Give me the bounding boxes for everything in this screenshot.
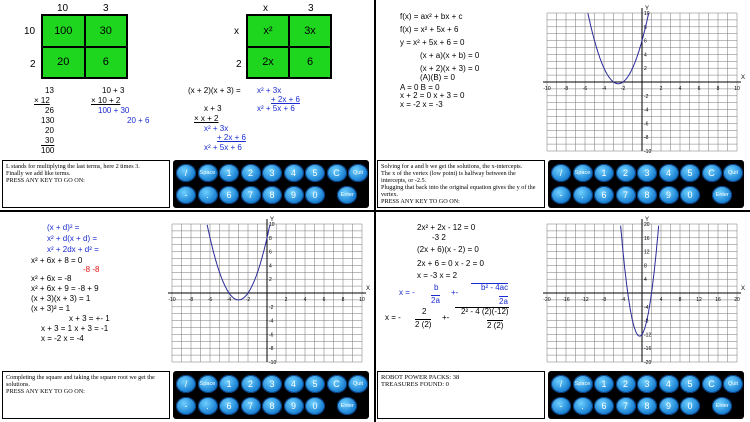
y-tick-label: 12 [644, 249, 650, 256]
y-tick-label: -20 [644, 360, 652, 366]
key-7[interactable]: 7 [616, 186, 636, 204]
equation-line: (A)(B) = 0 [420, 73, 455, 82]
key-quit[interactable]: Quit [723, 375, 743, 393]
grid-cell: x² [247, 15, 289, 47]
y-tick-label: 8 [644, 24, 647, 31]
mult-line: 20 [45, 126, 54, 135]
panel-multiplication [0, 0, 375, 211]
grid-side-label-2b: 2 [236, 59, 242, 70]
number-area-grid [41, 14, 128, 79]
applied-formula-den: 2 (2) [415, 320, 432, 329]
y-tick-label: -2 [644, 93, 649, 100]
applied-formula-b: 2 [422, 307, 427, 316]
x-tick-label: -10 [543, 86, 551, 92]
x-tick-label: -2 [620, 86, 626, 92]
keypad [548, 371, 744, 419]
applied-formula-root: 2² - 4 (2)(-12) [455, 307, 509, 316]
x-tick-label: -6 [207, 297, 213, 303]
applied-formula-den2: 2 (2) [487, 321, 504, 330]
x-axis-label: X [366, 286, 371, 292]
key-enter[interactable]: Enter [712, 397, 732, 415]
algebra-column-line: x² + 5x + 6 [204, 143, 242, 152]
y-tick-label: -6 [269, 332, 274, 339]
key-9[interactable]: 9 [284, 397, 304, 415]
equation-line: x² + 6x + 8 = 0 [31, 256, 83, 265]
y-tick-label: 20 [644, 222, 650, 228]
equation-line: (x + 3)(x + 3) = 1 [31, 294, 91, 303]
x-tick-label: 2 [659, 86, 663, 92]
key-9[interactable]: 9 [659, 397, 679, 415]
key-dot[interactable]: . [198, 397, 218, 415]
key-7[interactable]: 7 [616, 397, 636, 415]
key-8[interactable]: 8 [262, 186, 282, 204]
y-tick-label: 4 [644, 52, 647, 59]
x-tick-label: 20 [734, 297, 740, 303]
key-4[interactable]: 4 [284, 164, 304, 182]
algebra-result-line: + 2x + 6 [271, 95, 300, 104]
key-c[interactable]: C [327, 375, 347, 393]
y-tick-label: -16 [644, 346, 652, 353]
key-0[interactable]: 0 [305, 397, 325, 415]
y-tick-label: 4 [644, 277, 647, 284]
y-tick-label: 4 [269, 263, 272, 270]
y-tick-label: -8 [644, 318, 649, 325]
key-enter[interactable]: Enter [337, 397, 357, 415]
mult-line: 100 [41, 146, 55, 155]
key-quit[interactable]: Quit [348, 164, 368, 182]
x-tick-label: 4 [678, 86, 682, 92]
key-slash[interactable]: / [551, 164, 571, 182]
y-tick-label: -12 [644, 332, 652, 339]
parabola-graph [535, 214, 747, 366]
key-0[interactable]: 0 [680, 397, 700, 415]
key-space[interactable]: Space [198, 375, 218, 393]
grid-top-label-1: 10 [57, 3, 69, 14]
key-4[interactable]: 4 [659, 164, 679, 182]
algebra-area-grid [246, 14, 332, 79]
y-tick-label: 10 [644, 11, 650, 17]
x-tick-label: 4 [303, 297, 307, 303]
y-tick-label: -4 [269, 318, 274, 325]
key-quit[interactable]: Quit [348, 375, 368, 393]
grid-cell: 6 [289, 47, 331, 79]
y-tick-label: -10 [269, 360, 277, 366]
grid-cell: 30 [85, 15, 128, 47]
grid-side-label-2: 2 [30, 59, 36, 70]
applied-formula-pm: +- [442, 313, 450, 322]
x-tick-label: -8 [601, 297, 607, 303]
message-box: Solving for a and b we get the solutions, the x-intercepts. The x of the vertex (low point) is halfway between the intercepts, or -2.5. Plugging that back into the original equation gives the y of the vertex. PRESS ANY KEY TO GO ON: [377, 160, 545, 208]
quadratic-formula-den: 2a [499, 297, 508, 306]
grid-side-label-1: 10 [24, 26, 36, 37]
subtract-line: -8 -8 [83, 265, 100, 274]
equation-line: x = -2 x = -4 [41, 334, 84, 343]
x-tick-label: -6 [582, 86, 588, 92]
key-3[interactable]: 3 [262, 164, 282, 182]
identity-line: x² + 2dx + d² = [47, 245, 99, 254]
quadratic-formula-root: b² - 4ac [471, 283, 508, 292]
key-0[interactable]: 0 [680, 186, 700, 204]
mult-expanded-line: 20 + 6 [127, 116, 150, 125]
algebra-result-line: x² + 3x [257, 86, 282, 95]
key-7[interactable]: 7 [241, 186, 261, 204]
key-slash[interactable]: / [176, 164, 196, 182]
mult-line: × 12 [34, 96, 50, 105]
key-1[interactable]: 1 [219, 164, 239, 182]
algebra-heading: (x + 2)(x + 3) = [188, 86, 241, 95]
grid-cell: 3x [289, 15, 331, 47]
key-2[interactable]: 2 [241, 164, 261, 182]
mult-line: 30 [45, 136, 54, 145]
key-quit[interactable]: Quit [723, 164, 743, 182]
x-tick-label: -2 [245, 297, 251, 303]
algebra-column-line: x + 3 [204, 104, 222, 113]
equation-line: (x + 2)(x + 3) = 0 [420, 64, 480, 73]
x-tick-label: -12 [581, 297, 589, 303]
mult-line: 26 [45, 106, 54, 115]
y-tick-label: -10 [644, 149, 652, 155]
key-4[interactable]: 4 [659, 375, 679, 393]
applied-formula-lhs: x = - [385, 313, 401, 322]
key-minus[interactable]: - [176, 186, 196, 204]
grid-cell: 2x [247, 47, 289, 79]
key-7[interactable]: 7 [241, 397, 261, 415]
equation-line: 2x + 6 = 0 x - 2 = 0 [417, 259, 484, 268]
equation-line: f(x) = ax² + bx + c [400, 12, 463, 21]
x-tick-label: -8 [188, 297, 194, 303]
equation-line: A = 0 B = 0 [400, 83, 440, 92]
key-4[interactable]: 4 [284, 375, 304, 393]
key-8[interactable]: 8 [637, 186, 657, 204]
key-1[interactable]: 1 [594, 375, 614, 393]
status-box: ROBOT POWER PACKS: 38 TREASURES FOUND: 0 [377, 371, 545, 419]
x-axis-label: X [741, 75, 746, 81]
y-tick-label: -2 [269, 304, 274, 311]
key-c[interactable]: C [702, 375, 722, 393]
grid-top-label-3: 3 [308, 3, 314, 14]
key-1[interactable]: 1 [219, 375, 239, 393]
algebra-result-line: x² + 5x + 6 [257, 104, 295, 113]
keypad [173, 160, 369, 208]
equation-line: x + 2 = 0 x + 3 = 0 [400, 91, 465, 100]
y-tick-label: 10 [269, 222, 275, 228]
grid-cell: 6 [85, 47, 128, 79]
equation-line: -3 2 [432, 233, 446, 242]
key-3[interactable]: 3 [262, 375, 282, 393]
x-tick-label: 6 [322, 297, 326, 303]
equation-line: (2x + 6)(x - 2) = 0 [417, 245, 479, 254]
y-tick-label: -8 [269, 346, 274, 353]
equation-line: (x + 3)² = 1 [31, 304, 71, 313]
key-6[interactable]: 6 [219, 186, 239, 204]
key-5[interactable]: 5 [305, 375, 325, 393]
mult-line: 130 [41, 116, 55, 125]
y-tick-label: 2 [644, 66, 647, 73]
quadratic-formula-lhs: x = - [399, 288, 415, 297]
x-tick-label: 8 [678, 297, 682, 303]
x-tick-label: 10 [734, 86, 740, 92]
grid-top-label-2: 3 [103, 3, 109, 14]
equation-line: y = x² + 5x + 6 = 0 [400, 38, 465, 47]
mult-expanded-line: 10 + 3 [102, 86, 125, 95]
identity-line: (x + d)² = [47, 223, 80, 232]
y-tick-label: 6 [269, 249, 272, 256]
key-6[interactable]: 6 [594, 186, 614, 204]
key-5[interactable]: 5 [680, 164, 700, 182]
key-enter[interactable]: Enter [712, 186, 732, 204]
mult-expanded-line: × 10 + 2 [91, 96, 121, 105]
key-3[interactable]: 3 [637, 375, 657, 393]
key-c[interactable]: C [702, 164, 722, 182]
key-minus[interactable]: - [551, 186, 571, 204]
keypad [173, 371, 369, 419]
panel-completing-square [0, 211, 375, 422]
key-space[interactable]: Space [573, 375, 593, 393]
grid-top-label-x: x [263, 3, 268, 14]
algebra-column-line: x² + 3x [204, 124, 229, 133]
key-9[interactable]: 9 [284, 186, 304, 204]
key-3[interactable]: 3 [637, 164, 657, 182]
equation-line: x + 3 = +- 1 [69, 314, 110, 323]
algebra-column-line: + 2x + 6 [217, 133, 246, 142]
x-tick-label: -10 [168, 297, 176, 303]
x-tick-label: 2 [284, 297, 288, 303]
key-space[interactable]: Space [573, 164, 593, 182]
quadratic-formula-pm: +- [451, 288, 459, 297]
y-axis-label: Y [645, 217, 650, 223]
message-box: L stands for multiplying the last terms, here 2 times 3. Finally we add like terms. PRESS ANY KEY TO GO ON: [2, 160, 170, 208]
equation-line: 2x² + 2x - 12 = 0 [417, 223, 476, 232]
x-tick-label: 8 [716, 86, 720, 92]
key-2[interactable]: 2 [241, 375, 261, 393]
mult-line: 13 [45, 86, 54, 95]
quadratic-formula-2a: 2a [431, 296, 440, 305]
key-5[interactable]: 5 [680, 375, 700, 393]
key-slash[interactable]: / [176, 375, 196, 393]
x-axis-label: X [741, 286, 746, 292]
panel-quadratic-formula [375, 211, 750, 422]
equation-line: (x + a)(x + b) = 0 [420, 51, 480, 60]
x-tick-label: -20 [543, 297, 551, 303]
x-tick-label: 4 [659, 297, 663, 303]
key-dot[interactable]: . [573, 397, 593, 415]
key-6[interactable]: 6 [219, 397, 239, 415]
key-9[interactable]: 9 [659, 186, 679, 204]
y-tick-label: 16 [644, 235, 650, 242]
key-8[interactable]: 8 [637, 397, 657, 415]
quadratic-formula-b: b [434, 283, 439, 292]
y-tick-label: 6 [644, 38, 647, 45]
y-tick-label: -4 [644, 107, 649, 114]
parabola-graph [535, 3, 747, 155]
parabola-curve [621, 226, 659, 339]
key-1[interactable]: 1 [594, 164, 614, 182]
equation-line: x² + 6x = -8 [31, 274, 72, 283]
mult-expanded-line: 100 + 30 [98, 106, 130, 115]
x-tick-label: 8 [341, 297, 345, 303]
grid-side-label-x: x [234, 26, 239, 37]
equation-line: x + 3 = 1 x + 3 = -1 [41, 324, 109, 333]
equation-line: x = -2 x = -3 [400, 100, 443, 109]
grid-cell: 20 [42, 47, 85, 79]
message-box: Completing the square and taking the square root we get the solutions. PRESS ANY KEY TO GO ON: [2, 371, 170, 419]
y-tick-label: 2 [269, 277, 272, 284]
key-space[interactable]: Space [198, 164, 218, 182]
grid-cell: 100 [42, 15, 85, 47]
key-enter[interactable]: Enter [337, 186, 357, 204]
y-tick-label: -4 [644, 304, 649, 311]
y-tick-label: -6 [644, 121, 649, 128]
parabola-curve [588, 13, 649, 84]
x-tick-label: -4 [601, 86, 607, 92]
key-slash[interactable]: / [551, 375, 571, 393]
y-tick-label: 8 [644, 263, 647, 270]
keypad [548, 160, 744, 208]
x-tick-label: 16 [715, 297, 721, 303]
key-8[interactable]: 8 [262, 397, 282, 415]
y-axis-label: Y [270, 217, 275, 223]
key-minus[interactable]: - [176, 397, 196, 415]
x-tick-label: 12 [696, 297, 702, 303]
y-tick-label: 8 [269, 235, 272, 242]
key-2[interactable]: 2 [616, 164, 636, 182]
horizontal-divider [0, 210, 750, 212]
y-axis-label: Y [645, 6, 650, 12]
x-tick-label: -4 [620, 297, 626, 303]
y-tick-label: -8 [644, 135, 649, 142]
parabola-graph [160, 214, 372, 366]
key-0[interactable]: 0 [305, 186, 325, 204]
key-5[interactable]: 5 [305, 164, 325, 182]
x-tick-label: -16 [562, 297, 570, 303]
equation-line: x² + 6x + 9 = -8 + 9 [31, 284, 99, 293]
key-2[interactable]: 2 [616, 375, 636, 393]
x-tick-label: 6 [697, 86, 701, 92]
equation-line: x = -3 x = 2 [417, 271, 458, 280]
key-dot[interactable]: . [198, 186, 218, 204]
algebra-column-line: × x + 2 [194, 114, 219, 123]
identity-line: x² + d(x + d) = [47, 234, 98, 243]
key-dot[interactable]: . [573, 186, 593, 204]
equation-line: f(x) = x² + 5x + 6 [400, 25, 459, 34]
key-c[interactable]: C [327, 164, 347, 182]
x-tick-label: 10 [359, 297, 365, 303]
key-minus[interactable]: - [551, 397, 571, 415]
panel-factoring [375, 0, 750, 211]
x-tick-label: -4 [226, 297, 232, 303]
x-tick-label: -8 [563, 86, 569, 92]
key-6[interactable]: 6 [594, 397, 614, 415]
